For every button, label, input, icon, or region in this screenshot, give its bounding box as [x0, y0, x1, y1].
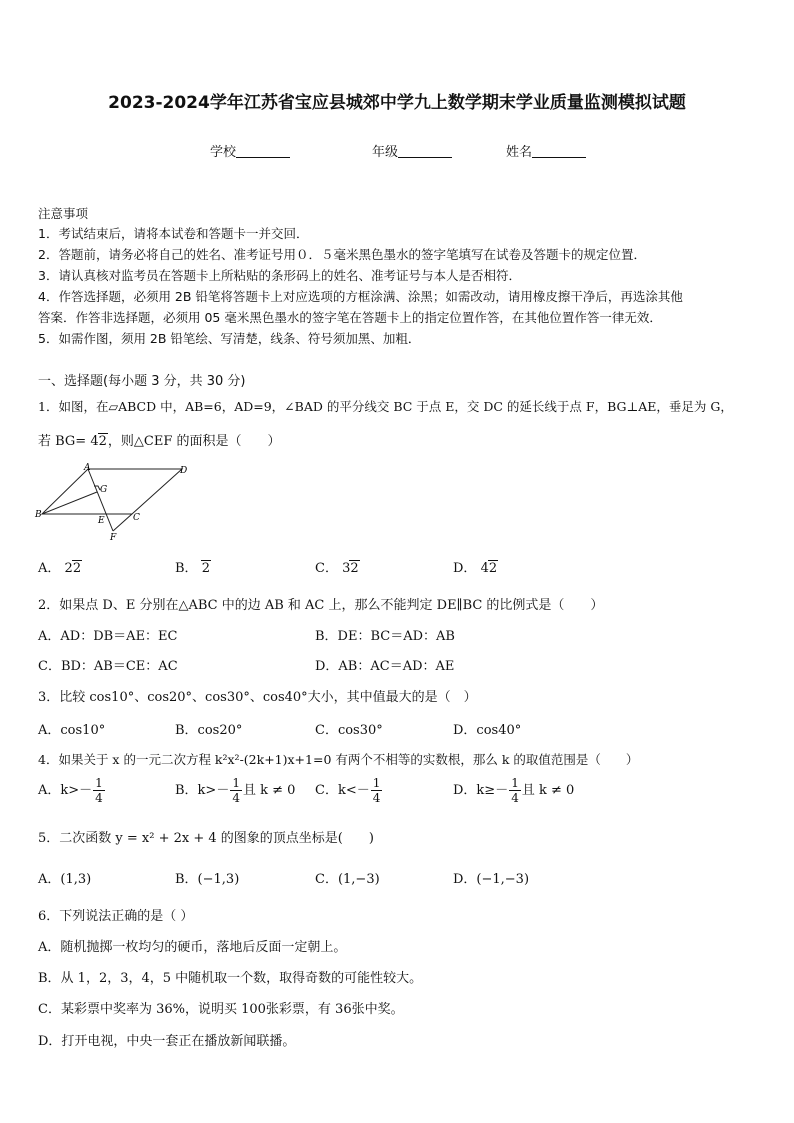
question-3-stem: 3．比较 cos10°、cos20°、cos30°、cos40°大小，其中值最大的是（ ）	[38, 690, 477, 705]
notice-item: 答案．作答非选择题，必须用 05 毫米黑色墨水的签字笔在答题卡上的指定位置作答，在其他位置作答一律无效．	[38, 310, 662, 325]
q3-option-a[interactable]: A．cos10°	[38, 723, 106, 738]
notice-item: 5．如需作图，须用 2B 铅笔绘、写清楚，线条、符号须加黑、加粗．	[38, 331, 421, 346]
question-6-stem: 6．下列说法正确的是（ ）	[38, 909, 194, 924]
q1-option-c[interactable]: C． 32	[315, 561, 359, 576]
q6-option-d[interactable]: D．打开电视，中央一套正在播放新闻联播。	[38, 1034, 296, 1049]
section-heading: 一、选择题(每小题 3 分，共 30 分)	[38, 374, 246, 389]
label-G: G	[100, 485, 108, 495]
school-field[interactable]	[210, 141, 290, 160]
school-blank[interactable]	[236, 145, 290, 158]
school-label: 学校	[210, 145, 237, 160]
q5-option-d[interactable]: D．(−1,−3)	[453, 872, 530, 887]
q3-option-d[interactable]: D．cos40°	[453, 723, 522, 738]
q6-option-a[interactable]: A．随机抛掷一枚均匀的硬币，落地后反面一定朝上。	[38, 940, 347, 955]
parallelogram-figure	[34, 462, 194, 542]
q1-option-a[interactable]: A． 22	[38, 561, 82, 576]
name-label: 姓名	[506, 145, 533, 160]
q5-option-b[interactable]: B．(−1,3)	[175, 872, 240, 887]
q4-option-b[interactable]: B．k>－ $\frac{1}{4}$ 且 k ≠ 0	[175, 776, 296, 805]
q4-option-a[interactable]: A．k>－ $\frac{1}{4}$	[38, 776, 103, 805]
q6-option-c[interactable]: C．某彩票中奖率为 36%，说明买 100张彩票，有 36张中奖。	[38, 1002, 404, 1017]
q3-option-c[interactable]: C．cos30°	[315, 723, 383, 738]
question-1-stem: 1．如图，在▱ABCD 中，AB=6，AD=9，∠BAD 的平分线交 BC 于点 E，交 DC 的延长线于点 F，BG⊥AE，垂足为 G，	[38, 399, 733, 414]
notice-item: 2．答题前，请务必将自己的姓名、准考证号用０．５毫米黑色墨水的签字笔填写在试卷及答题卡的规定位置．	[38, 247, 646, 262]
label-D: D	[180, 466, 188, 476]
q3-option-b[interactable]: B．cos20°	[175, 723, 243, 738]
grade-label: 年级	[372, 145, 399, 160]
question-4-stem: 4．如果关于 x 的一元二次方程 k²x²-(2k+1)x+1=0 有两个不相等的实数根，那么 k 的取值范围是（ ）	[38, 752, 639, 767]
question-2-stem: 2．如果点 D、E 分别在△ABC 中的边 AB 和 AC 上，那么不能判定 DE∥BC 的比例式是（ ）	[38, 598, 604, 613]
name-blank[interactable]	[532, 145, 586, 158]
q2-option-a[interactable]: A．AD：DB＝AE：EC	[38, 629, 178, 644]
notice-item: 4．作答选择题，必须用 2B 铅笔将答题卡上对应选项的方框涂满、涂黑；如需改动，请用橡皮擦干净后，再选涂其他	[38, 289, 683, 304]
label-F: F	[110, 533, 117, 542]
q6-option-b[interactable]: B．从 1，2，3，4，5 中随机取一个数，取得奇数的可能性较大。	[38, 971, 423, 986]
question-5-stem: 5．二次函数 y = x² + 2x + 4 的图象的顶点坐标是( )	[38, 831, 374, 846]
q2-option-b[interactable]: B．DE：BC＝AD：AB	[315, 629, 455, 644]
q5-option-c[interactable]: C．(1,−3)	[315, 872, 380, 887]
label-C: C	[133, 513, 140, 523]
label-B: B	[35, 510, 42, 520]
notice-heading: 注意事项	[38, 206, 89, 221]
grade-field[interactable]	[372, 141, 452, 160]
q4-option-c[interactable]: C．k<－ $\frac{1}{4}$	[315, 776, 381, 805]
q1-option-d[interactable]: D． 42	[453, 561, 498, 576]
label-E: E	[98, 516, 105, 526]
q2-option-d[interactable]: D．AB：AC＝AD：AE	[315, 659, 455, 674]
page-title: 2023-2024学年江苏省宝应县城郊中学九上数学期末学业质量监测模拟试题	[108, 93, 686, 113]
notice-item: 1．考试结束后，请将本试卷和答题卡一并交回．	[38, 226, 309, 241]
grade-blank[interactable]	[398, 145, 452, 158]
q1-option-b[interactable]: B． 2	[175, 561, 210, 576]
q4-option-d[interactable]: D．k≥－ $\frac{1}{4}$ 且 k ≠ 0	[453, 776, 575, 805]
question-1-stem-cont: 若 BG= 42，则△CEF 的面积是（ ）	[38, 434, 281, 449]
label-A: A	[84, 463, 91, 473]
notice-item: 3．请认真核对监考员在答题卡上所粘贴的条形码上的姓名、准考证号与本人是否相符．	[38, 268, 521, 283]
q2-option-c[interactable]: C．BD：AB＝CE：AC	[38, 659, 178, 674]
q5-option-a[interactable]: A．(1,3)	[38, 872, 92, 887]
name-field[interactable]	[506, 141, 586, 160]
